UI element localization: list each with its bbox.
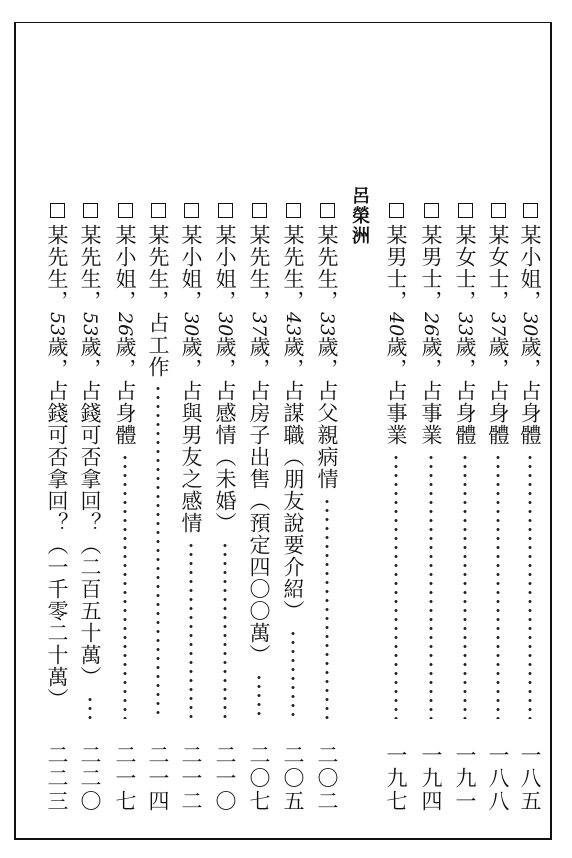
entry-topic: 歲，占謀職（朋友說要介紹）	[281, 336, 305, 623]
entry-subject: 某先生，	[315, 224, 339, 312]
entry-age: 53	[46, 312, 68, 337]
entry-topic: 歲，占父親病情	[315, 336, 339, 491]
entry-age: 33	[316, 312, 338, 337]
entry-subject: 某小姐，	[518, 224, 542, 312]
page-number: 二〇七	[247, 744, 271, 813]
page-number: 一九七	[384, 744, 408, 813]
entry-subject: 某先生，	[78, 224, 102, 312]
entry-age: 26	[420, 312, 442, 337]
page-number: 一九一	[453, 744, 477, 813]
entry-age: 37	[248, 312, 270, 337]
leader-dots	[223, 541, 227, 719]
leader-dots	[528, 453, 532, 719]
entry-age: 37	[487, 312, 509, 337]
entry-title	[112, 203, 138, 446]
entry-subject: 某先生，	[45, 224, 69, 312]
page-number: 二一二	[179, 744, 203, 813]
entry-title	[418, 203, 444, 446]
toc-entry[interactable]	[383, 203, 409, 813]
entry-topic: 歲，占房子出售（預定四〇〇萬）	[247, 336, 271, 667]
entry-age: 30	[519, 312, 541, 337]
page-number: 二一〇	[213, 744, 237, 813]
entry-topic: 歲，占事業	[384, 336, 408, 447]
toc-entry[interactable]	[44, 203, 70, 813]
entry-title	[212, 203, 238, 534]
entry-age: 40	[385, 312, 407, 337]
page-number: 一八五	[518, 744, 542, 813]
toc-entry[interactable]	[517, 203, 543, 813]
checkbox-icon	[523, 203, 538, 218]
checkbox-icon	[389, 203, 404, 218]
checkbox-icon	[50, 203, 65, 218]
leader-dots	[123, 453, 127, 719]
toc-entry[interactable]	[485, 203, 511, 813]
entry-title	[314, 203, 340, 490]
page-number: 二〇五	[281, 744, 305, 813]
entry-title	[452, 203, 478, 446]
entry-title	[44, 203, 70, 710]
leader-dots	[88, 695, 92, 719]
entry-title	[517, 203, 543, 446]
entry-title	[145, 203, 171, 378]
leader-dots	[429, 453, 433, 719]
leader-dots	[189, 541, 193, 719]
page-number: 二二〇	[78, 744, 102, 813]
entry-age: 26	[114, 312, 136, 337]
leader-dots	[394, 453, 398, 719]
toc-entry[interactable]	[418, 203, 444, 813]
page-number: 二二三	[45, 744, 69, 813]
entry-subject: 某先生，	[281, 224, 305, 312]
toc-entry[interactable]	[145, 203, 171, 813]
entry-title	[246, 203, 272, 666]
entry-subject: 某小姐，	[213, 224, 237, 312]
entry-topic: 歲，占身體	[453, 336, 477, 447]
section-title-author: 呂榮洲	[349, 186, 370, 246]
toc-entry[interactable]	[314, 203, 340, 813]
toc-entry[interactable]	[178, 203, 204, 813]
leader-dots	[496, 453, 500, 719]
entry-subject: 某女士，	[486, 224, 510, 312]
page-number: 一九四	[419, 744, 443, 813]
leader-dots	[325, 497, 329, 719]
entry-subject: 某女士，	[453, 224, 477, 312]
entry-title	[383, 203, 409, 446]
leader-dots	[291, 629, 295, 719]
checkbox-icon	[252, 203, 267, 218]
page-number: 二一七	[113, 744, 137, 813]
leader-dots	[156, 384, 160, 719]
toc-entry[interactable]	[452, 203, 478, 813]
page-number: 二〇二	[315, 744, 339, 813]
entry-topic: 歲，占錢可否拿回？（二百五十萬）	[78, 336, 102, 689]
toc-entry[interactable]	[77, 203, 103, 813]
entry-title	[485, 203, 511, 446]
page-number: 一八八	[486, 744, 510, 813]
checkbox-icon	[218, 203, 233, 218]
checkbox-icon	[184, 203, 199, 218]
entry-age: 30	[214, 312, 236, 337]
checkbox-icon	[151, 203, 166, 218]
entry-topic: 歲，占身體	[518, 336, 542, 447]
entry-topic: 歲，占錢可否拿回？（一千零二十萬）	[45, 336, 69, 711]
entry-subject: 某小姐，	[179, 224, 203, 312]
entry-topic: 歲，占身體	[486, 336, 510, 447]
checkbox-icon	[424, 203, 439, 218]
entry-topic: 歲，占身體	[113, 336, 137, 447]
entry-subject: 某男士，	[384, 224, 408, 312]
toc-entry[interactable]	[212, 203, 238, 813]
checkbox-icon	[458, 203, 473, 218]
entry-subject: 某先生，	[247, 224, 271, 312]
entry-topic: 歲，占感情（未婚）	[213, 336, 237, 535]
entry-age: 53	[79, 312, 101, 337]
checkbox-icon	[491, 203, 506, 218]
leader-dots	[257, 673, 261, 719]
entry-age: 43	[282, 312, 304, 337]
leader-dots	[463, 453, 467, 719]
checkbox-icon	[320, 203, 335, 218]
toc-entry[interactable]	[280, 203, 306, 813]
entry-title	[77, 203, 103, 688]
entry-subject: 某男士，	[419, 224, 443, 312]
entry-age: 30	[180, 312, 202, 337]
entry-title	[178, 203, 204, 534]
toc-entry[interactable]	[112, 203, 138, 813]
entry-age: 33	[454, 312, 476, 337]
entry-topic: 歲，占事業	[419, 336, 443, 447]
checkbox-icon	[286, 203, 301, 218]
entry-topic: 歲，占與男友之感情	[179, 336, 203, 535]
entry-subject: 某先生，占工作	[146, 224, 170, 378]
entry-subject: 某小姐，	[113, 224, 137, 312]
checkbox-icon	[83, 203, 98, 218]
checkbox-icon	[118, 203, 133, 218]
leader-dots	[55, 717, 59, 719]
page-number: 二一四	[146, 744, 170, 813]
entry-title	[280, 203, 306, 622]
toc-entry[interactable]	[246, 203, 272, 813]
